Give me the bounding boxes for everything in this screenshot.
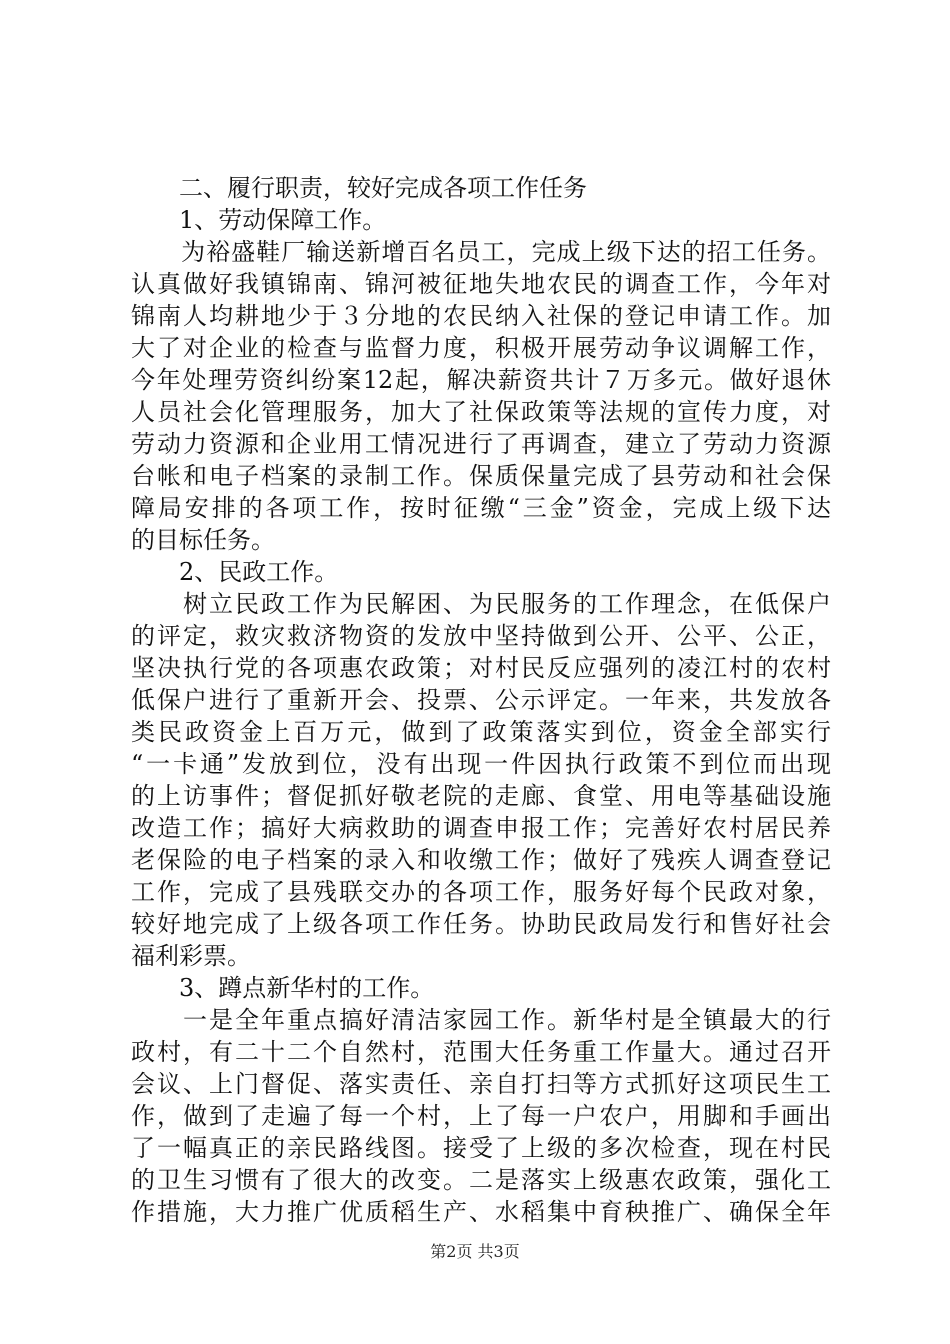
text-line: 为裕盛鞋厂输送新增百名员工，完成上级下达的招工任务。 <box>131 238 831 266</box>
text-line: 福利彩票。 <box>131 942 251 970</box>
text-line: 改造工作；搞好大病救助的调查申报工作；完善好农村居民养 <box>131 814 831 842</box>
text-line: 二、履行职责，较好完成各项工作任务 <box>131 174 587 202</box>
text-line: 认真做好我镇锦南、锦河被征地失地农民的调查工作，今年对 <box>131 270 831 298</box>
text-line: 作措施，大力推广优质稻生产、水稻集中育秧推广、确保全年 <box>131 1198 831 1226</box>
text-line: 3、蹲点新华村的工作。 <box>131 974 435 1002</box>
text-line: 低保户进行了重新开会、投票、公示评定。一年来，共发放各 <box>131 686 831 714</box>
text-line: 大了对企业的检查与监督力度，积极开展劳动争议调解工作， <box>131 334 831 362</box>
text-line: “一卡通”发放到位，没有出现一件因执行政策不到位而出现 <box>131 750 831 778</box>
text-line: 2、民政工作。 <box>131 558 339 586</box>
text-line: 一是全年重点搞好清洁家园工作。新华村是全镇最大的行 <box>131 1006 831 1034</box>
text-line: 锦南人均耕地少于３分地的农民纳入社保的登记申请工作。加 <box>131 302 831 330</box>
text-line: 政村，有二十二个自然村，范围大任务重工作量大。通过召开 <box>131 1038 831 1066</box>
text-line: 人员社会化管理服务，加大了社保政策等法规的宣传力度，对 <box>131 398 831 426</box>
text-line: 树立民政工作为民解困、为民服务的工作理念，在低保户 <box>131 590 831 618</box>
text-line: 的卫生习惯有了很大的改变。二是落实上级惠农政策，强化工 <box>131 1166 831 1194</box>
document-body <box>131 172 831 1228</box>
text-line: 障局安排的各项工作，按时征缴“三金”资金，完成上级下达 <box>131 494 831 522</box>
text-line: 作，做到了走遍了每一个村，上了每一户农户，用脚和手画出 <box>131 1102 831 1130</box>
text-line: 1、劳动保障工作。 <box>131 206 387 234</box>
text-line: 的评定，救灾救济物资的发放中坚持做到公开、公平、公正， <box>131 622 831 650</box>
text-line: 的上访事件；督促抓好敬老院的走廊、食堂、用电等基础设施 <box>131 782 831 810</box>
text-line: 的目标任务。 <box>131 526 275 554</box>
text-line: 今年处理劳资纠纷案12起，解决薪资共计７万多元。做好退休 <box>131 366 831 394</box>
text-line: 较好地完成了上级各项工作任务。协助民政局发行和售好社会 <box>131 910 831 938</box>
text-line: 类民政资金上百万元，做到了政策落实到位，资金全部实行 <box>131 718 831 746</box>
text-line: 工作，完成了县残联交办的各项工作，服务好每个民政对象， <box>131 878 831 906</box>
text-line: 坚决执行党的各项惠农政策；对村民反应强列的凌江村的农村 <box>131 654 831 682</box>
text-line: 台帐和电子档案的录制工作。保质保量完成了县劳动和社会保 <box>131 462 831 490</box>
text-line: 会议、上门督促、落实责任、亲自打扫等方式抓好这项民生工 <box>131 1070 831 1098</box>
text-line: 老保险的电子档案的录入和收缴工作；做好了残疾人调查登记 <box>131 846 831 874</box>
text-line: 了一幅真正的亲民路线图。接受了上级的多次检查，现在村民 <box>131 1134 831 1162</box>
text-line: 劳动力资源和企业用工情况进行了再调查，建立了劳动力资源 <box>131 430 831 458</box>
page-footer: 第2页 共3页 <box>430 1242 520 1261</box>
